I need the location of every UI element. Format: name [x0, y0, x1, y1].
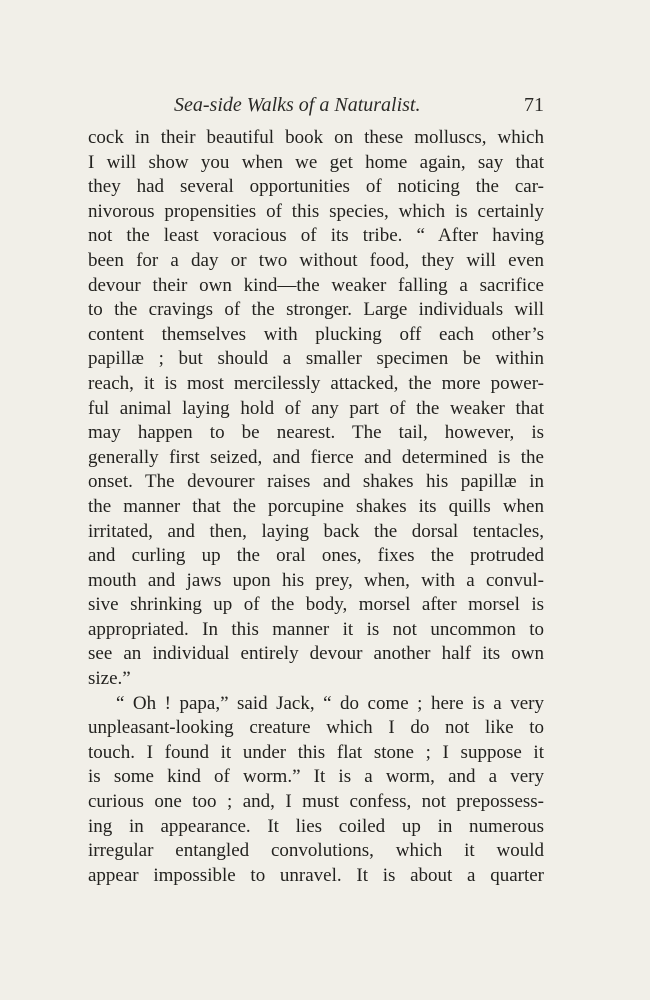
text-line: and curling up the oral ones, fixes the protruded — [88, 545, 544, 567]
body-text — [88, 126, 544, 888]
text-line: generally first seized, and fierce and determined is the — [88, 446, 544, 468]
paragraph-end-line: size.” — [88, 668, 131, 690]
running-title: Sea-side Walks of a Naturalist. — [174, 94, 421, 116]
page-number: 71 — [524, 94, 544, 116]
text-line: appropriated. In this manner it is not uncommon to — [88, 618, 544, 640]
text-line: touch. I found it under this flat stone ; I suppose it — [88, 741, 544, 763]
text-line: to the cravings of the stronger. Large individuals will — [88, 299, 544, 321]
text-line: cock in their beautiful book on these molluscs, which — [88, 127, 544, 148]
text-line: I will show you when we get home again, say that — [88, 151, 544, 173]
text-line: curious one too ; and, I must confess, not prepossess- — [88, 791, 544, 813]
text-line: they had several opportunities of noticing the car- — [88, 176, 544, 198]
text-line: irregular entangled convolutions, which it would — [88, 840, 544, 862]
text-line: reach, it is most mercilessly attacked, the more power- — [88, 372, 544, 394]
text-line: papillæ ; but should a smaller specimen be within — [88, 348, 544, 370]
text-line: not the least voracious of its tribe. “ After having — [88, 225, 544, 247]
text-line: appear impossible to unravel. It is about a quarter — [88, 864, 544, 886]
text-line: unpleasant-looking creature which I do not like to — [88, 717, 544, 739]
text-line: irritated, and then, laying back the dorsal tentacles, — [88, 520, 544, 542]
text-line: mouth and jaws upon his prey, when, with a convul- — [88, 569, 544, 591]
text-line: onset. The devourer raises and shakes his papillæ in — [88, 471, 544, 493]
text-line: is some kind of worm.” It is a worm, and a very — [88, 766, 544, 788]
text-line: content themselves with plucking off each other’s — [88, 323, 544, 345]
text-line: may happen to be nearest. The tail, however, is — [88, 422, 544, 444]
running-head — [88, 94, 544, 118]
text-line: ful animal laying hold of any part of the weaker that — [88, 397, 544, 419]
text-line: the manner that the porcupine shakes its quills when — [88, 495, 544, 517]
paragraph-start-line: “ Oh ! papa,” said Jack, “ do come ; here is a very — [116, 692, 544, 714]
text-line: been for a day or two without food, they will even — [88, 249, 544, 271]
text-line: sive shrinking up of the body, morsel after morsel is — [88, 594, 544, 616]
text-line: devour their own kind—the weaker falling a sacrifice — [88, 274, 544, 296]
text-line: ing in appearance. It lies coiled up in numerous — [88, 815, 544, 837]
text-line: nivorous propensities of this species, which is certainly — [88, 200, 544, 222]
text-line: see an individual entirely devour another half its own — [88, 643, 544, 665]
